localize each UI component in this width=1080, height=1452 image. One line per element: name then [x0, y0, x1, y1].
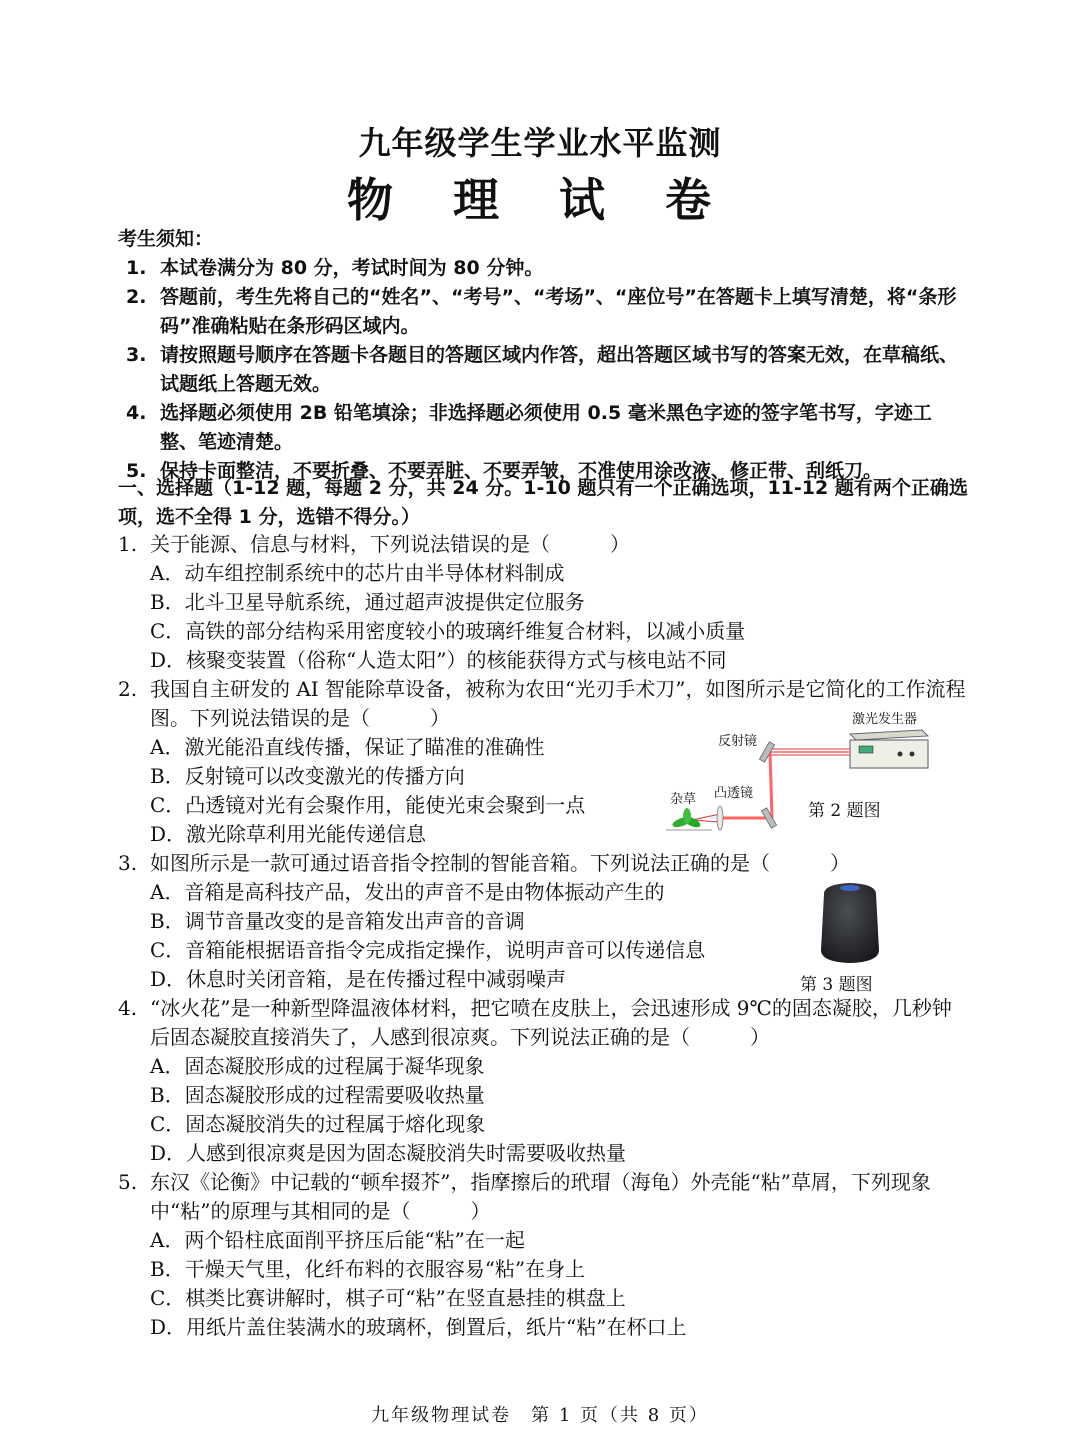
question-text: “冰火花”是一种新型降温液体材料，把它喷在皮肤上，会迅速形成 9℃的固态凝胶，几秒钟后固态凝胶直接消失了，人感到很凉爽。下列说法正确的是（ ）: [150, 996, 952, 1049]
question-stem: [118, 849, 968, 878]
notice-item-number: 4.: [126, 402, 147, 424]
laser-weeding-diagram: [660, 706, 960, 846]
option: A．两个铅柱底面削平挤压后能“粘”在一起: [150, 1228, 525, 1252]
question-text: 我国自主研发的 AI 智能除草设备，被称为农田“光刃手术刀”，如图所示是它简化的工作流程图。下列说法错误的是（ ）: [150, 677, 966, 730]
notice-item: [126, 341, 968, 399]
notice-heading: 考生须知：: [118, 228, 214, 250]
option: C．固态凝胶消失的过程属于熔化现象: [150, 1112, 486, 1136]
option: D．激光除草利用光能传递信息: [150, 822, 427, 846]
option: A．音箱是高科技产品，发出的声音不是由物体振动产生的: [150, 880, 665, 904]
question-number: 3.: [118, 851, 138, 875]
notice-item: [126, 254, 968, 283]
option: D．人感到很凉爽是因为固态凝胶消失时需要吸收热量: [150, 1141, 627, 1165]
option: B．北斗卫星导航系统，通过超声波提供定位服务: [150, 590, 585, 614]
figure-2-caption: 第 2 题图: [808, 801, 881, 821]
subject-title: 物 理 试 卷: [346, 173, 734, 227]
question-number: 4.: [118, 996, 138, 1020]
question-4: [118, 994, 968, 1168]
option: C．音箱能根据语音指令完成指定操作，说明声音可以传递信息: [150, 938, 706, 962]
notice-item-number: 3.: [126, 344, 147, 366]
option: C．棋类比赛讲解时，棋子可“粘”在竖直悬挂的棋盘上: [150, 1286, 626, 1310]
mirror-label: 反射镜: [718, 734, 758, 749]
figure-3: [790, 880, 910, 996]
exam-title: 九年级学生学业水平监测: [358, 124, 722, 162]
question-stem: [118, 1168, 968, 1226]
laser-generator-icon: [850, 730, 928, 768]
question-5: [118, 1168, 968, 1342]
option: A．固态凝胶形成的过程属于凝华现象: [150, 1054, 485, 1078]
option: D．核聚变装置（俗称“人造太阳”）的核能获得方式与核电站不同: [150, 648, 727, 672]
notice-item-text: 保持卡面整洁，不要折叠、不要弄脏、不要弄皱，不准使用涂改液、修正带、刮纸刀。: [160, 460, 883, 482]
smart-speaker-icon: [790, 880, 910, 966]
notice-item-text: 本试卷满分为 80 分，考试时间为 80 分钟。: [160, 257, 544, 279]
option: D．休息时关闭音箱，是在传播过程中减弱噪声: [150, 967, 567, 991]
question-number: 1.: [118, 532, 138, 556]
question-stem: [118, 530, 968, 559]
weed-icon: [666, 808, 712, 830]
option: A．激光能沿直线传播，保证了瞄准的准确性: [150, 735, 545, 759]
figure-3-caption: 第 3 题图: [800, 975, 873, 995]
option: B．干燥天气里，化纤布料的衣服容易“粘”在身上: [150, 1257, 586, 1281]
notice-item-text: 答题前，考生先将自己的“姓名”、“考号”、“考场”、“座位号”在答题卡上填写清楚，将“条形码”准确粘贴在条形码区域内。: [160, 286, 957, 337]
notice-item-number: 1.: [126, 257, 147, 279]
option: A．动车组控制系统中的芯片由半导体材料制成: [150, 561, 565, 585]
question-text: 东汉《论衡》中记载的“顿牟掇芥”，指摩擦后的玳瑁（海龟）外壳能“粘”草屑，下列现象中“粘”的原理与其相同的是（ ）: [150, 1170, 931, 1223]
option: B．反射镜可以改变激光的传播方向: [150, 764, 465, 788]
question-1: [118, 530, 968, 675]
notice-item: [126, 399, 968, 457]
lens-label: 凸透镜: [714, 786, 754, 801]
figure-2: [660, 706, 960, 846]
notice-item-text: 选择题必须使用 2B 铅笔填涂；非选择题必须使用 0.5 毫米黑色字迹的签字笔书写，字迹工整、笔迹清楚。: [160, 402, 932, 453]
question-text: 如图所示是一款可通过语音指令控制的智能音箱。下列说法正确的是（ ）: [150, 851, 850, 875]
question-number: 2.: [118, 677, 138, 701]
laser-generator-label: 激光发生器: [852, 712, 918, 727]
question-number: 5.: [118, 1170, 138, 1194]
option: C．高铁的部分结构采用密度较小的玻璃纤维复合材料，以减小质量: [150, 619, 746, 643]
option: B．固态凝胶形成的过程需要吸收热量: [150, 1083, 485, 1107]
notice-item: [126, 283, 968, 341]
convex-lens-icon: [717, 806, 723, 830]
notice-item-number: 2.: [126, 286, 147, 308]
notice-item-text: 请按照题号顺序在答题卡各题目的答题区域内作答，超出答题区域书写的答案无效，在草稿纸、试题纸上答题无效。: [160, 344, 959, 395]
option: B．调节音量改变的是音箱发出声音的音调: [150, 909, 525, 933]
option: C．凸透镜对光有会聚作用，能使光束会聚到一点: [150, 793, 586, 817]
section-heading: 一、选择题（1-12 题，每题 2 分，共 24 分。1-10 题只有一个正确选项，11-12 题有两个正确选项，选不全得 1 分，选错不得分。）: [118, 477, 968, 528]
weed-label: 杂草: [670, 792, 697, 807]
option: D．用纸片盖住装满水的玻璃杯，倒置后，纸片“粘”在杯口上: [150, 1315, 687, 1339]
question-text: 关于能源、信息与材料，下列说法错误的是（ ）: [150, 532, 630, 556]
question-stem: [118, 994, 968, 1052]
page-footer: 九年级物理试卷 第 1 页（共 8 页）: [371, 1405, 709, 1426]
candidate-notice: [118, 224, 968, 486]
notice-item-number: 5.: [126, 460, 147, 482]
